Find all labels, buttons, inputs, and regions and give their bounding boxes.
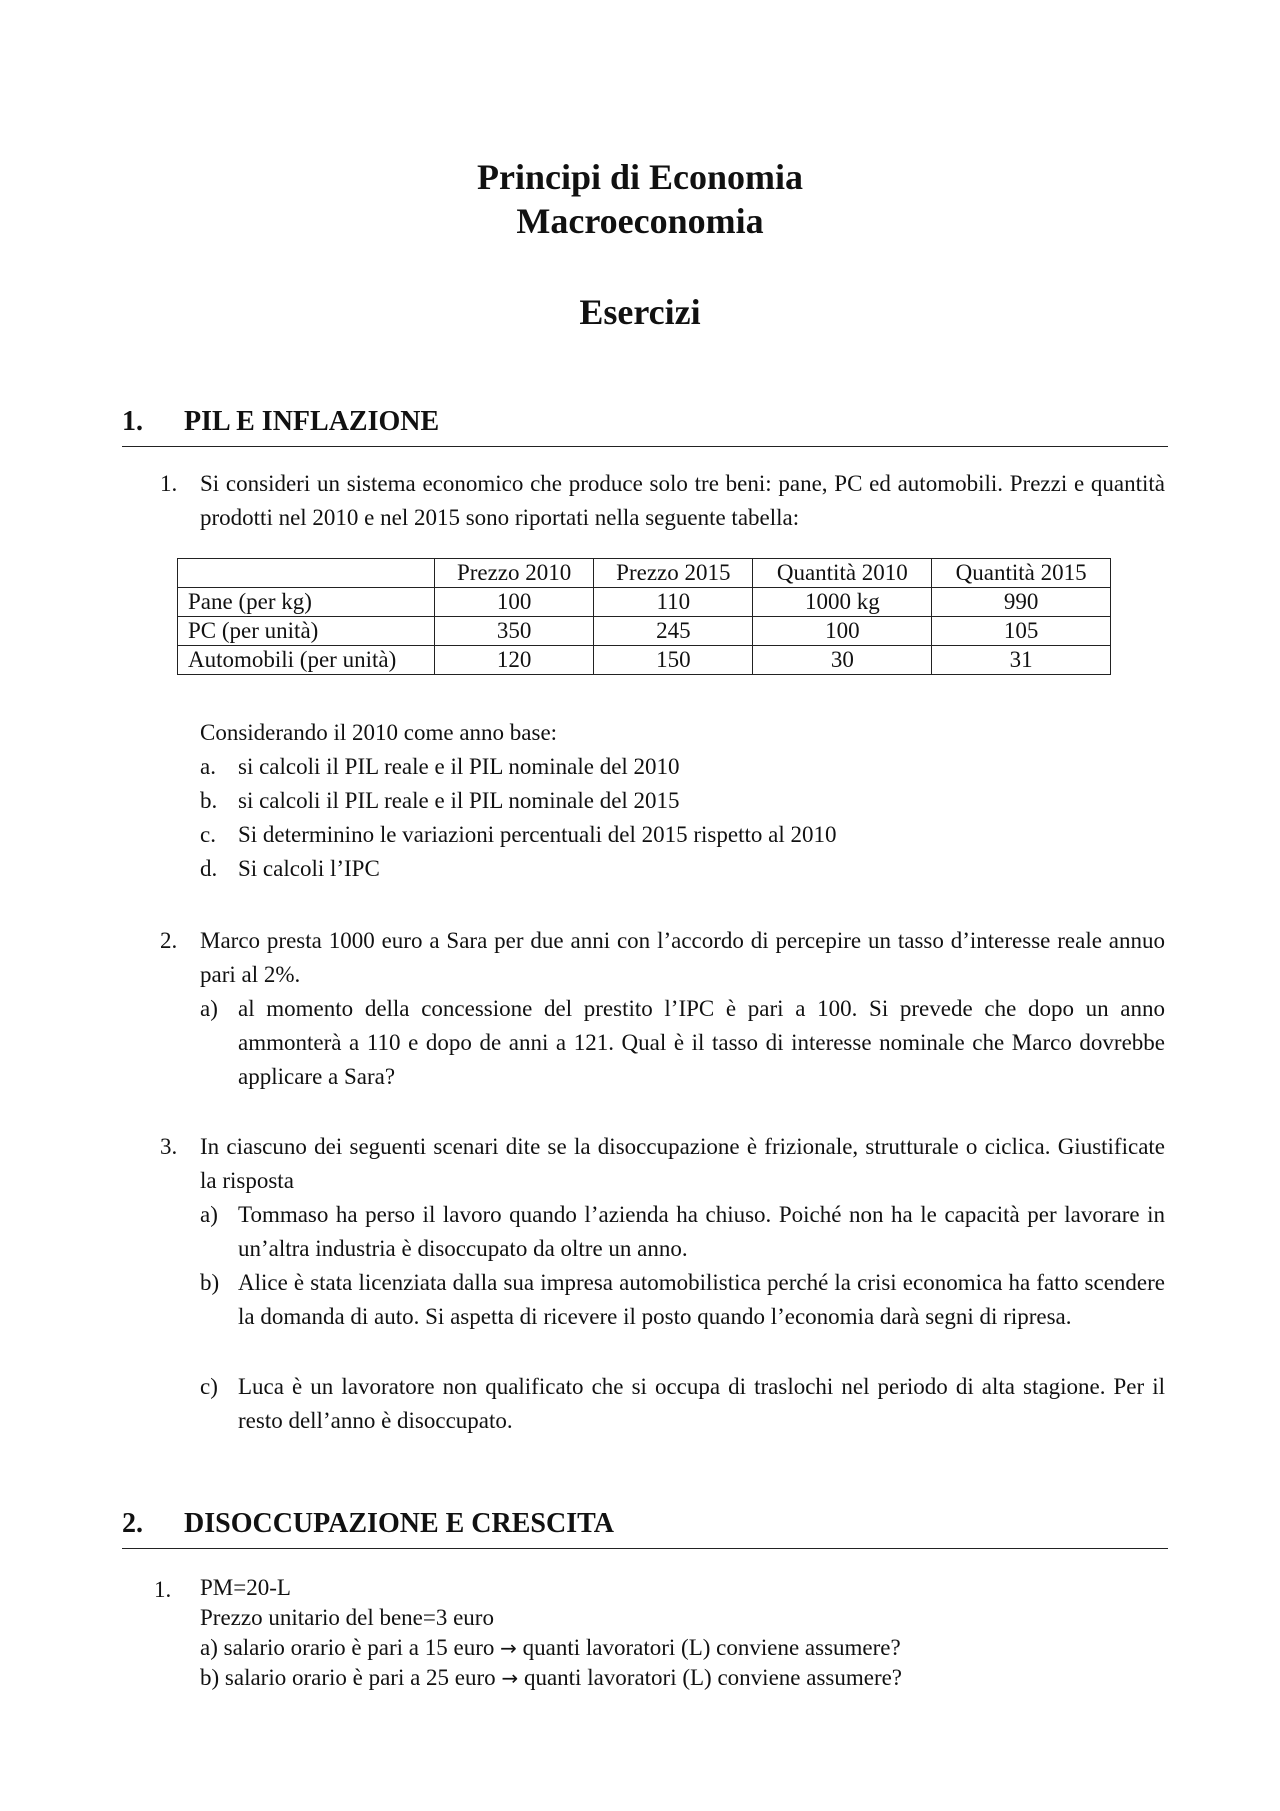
table-cell: Pane (per kg) bbox=[178, 588, 435, 617]
list-item-label: a) bbox=[200, 1202, 218, 1227]
list-item: si calcoli il PIL reale e il PIL nominale del 2010 bbox=[238, 754, 680, 779]
section-2-heading bbox=[122, 1508, 1168, 1549]
exercise-intro: Considerando il 2010 come anno base: bbox=[200, 720, 558, 745]
section-title: PIL E INFLAZIONE bbox=[184, 406, 440, 437]
table-cell: 245 bbox=[594, 617, 753, 646]
section-number: 2. bbox=[122, 1508, 143, 1539]
table-cell: 100 bbox=[435, 588, 594, 617]
exercise-number: 1. bbox=[160, 471, 178, 496]
list-item: Si calcoli l’IPC bbox=[238, 856, 380, 881]
list-item-label: c. bbox=[200, 822, 216, 847]
question-text: quanti lavoratori (L) conviene assumere? bbox=[522, 1635, 901, 1660]
section-number: 1. bbox=[122, 406, 143, 437]
list-item: si calcoli il PIL reale e il PIL nominale del 2015 bbox=[238, 788, 680, 813]
list-item: Si determinino le variazioni percentuali del 2015 rispetto al 2010 bbox=[238, 822, 837, 847]
section-title: DISOCCUPAZIONE E CRESCITA bbox=[184, 1508, 614, 1539]
list-item-label: c) bbox=[200, 1374, 218, 1399]
list-item: Alice è stata licenziata dalla sua impresa automobilistica perché la crisi economica ha fatto scendere la domanda di auto. Si aspetta di ricevere il posto quando l’economia darà segni di ripresa. bbox=[238, 1270, 1165, 1329]
table-row bbox=[178, 588, 1111, 617]
table-cell: Automobili (per unità) bbox=[178, 646, 435, 675]
table-header-cell: Quantità 2015 bbox=[932, 559, 1111, 588]
table-cell: PC (per unità) bbox=[178, 617, 435, 646]
document-title: Principi di Economia bbox=[476, 157, 804, 197]
list-item-label: a) bbox=[200, 996, 218, 1021]
document-subtitle: Macroeconomia bbox=[516, 201, 764, 241]
section-1-heading bbox=[122, 406, 1168, 447]
table-cell: 1000 kg bbox=[753, 588, 932, 617]
exercise-number: 1. bbox=[154, 1577, 172, 1602]
question-line-a bbox=[200, 1633, 901, 1663]
table-cell: 110 bbox=[594, 588, 753, 617]
arrow-icon: → bbox=[500, 1636, 517, 1660]
table-cell: 120 bbox=[435, 646, 594, 675]
exercise-line: PM=20-L bbox=[200, 1575, 291, 1600]
list-item: al momento della concessione del prestito l’IPC è pari a 100. Si prevede che dopo un anno ammonterà a 110 e dopo de anni a 121. Qual è il tasso di interesse nominale che Marco dovrebbe applicare a Sara? bbox=[238, 996, 1165, 1089]
question-line-b bbox=[200, 1663, 902, 1693]
table-cell: 100 bbox=[753, 617, 932, 646]
exercise-number: 3. bbox=[160, 1134, 178, 1159]
table-cell: 990 bbox=[932, 588, 1111, 617]
table-row bbox=[178, 646, 1111, 675]
list-item: Tommaso ha perso il lavoro quando l’azienda ha chiuso. Poiché non ha le capacità per lavorare in un’altra industria è disoccupato da oltre un anno. bbox=[238, 1202, 1165, 1261]
table-header-row bbox=[178, 559, 1111, 588]
price-quantity-table bbox=[177, 558, 1111, 675]
list-item-label: a. bbox=[200, 754, 216, 779]
exercise-line: Prezzo unitario del bene=3 euro bbox=[200, 1605, 494, 1630]
table-row bbox=[178, 617, 1111, 646]
table-header-cell: Prezzo 2015 bbox=[594, 559, 753, 588]
exercise-number: 2. bbox=[160, 928, 178, 953]
table-header-cell bbox=[178, 559, 435, 588]
list-item-label: d. bbox=[200, 856, 218, 881]
arrow-icon: → bbox=[501, 1666, 519, 1690]
question-text: a) salario orario è pari a 15 euro bbox=[200, 1635, 495, 1660]
exercise-text: In ciascuno dei seguenti scenari dite se la disoccupazione è frizionale, strutturale o ciclica. Giustificate la risposta bbox=[200, 1134, 1165, 1193]
exercise-text: Marco presta 1000 euro a Sara per due anni con l’accordo di percepire un tasso d’interesse reale annuo pari al 2%. bbox=[200, 928, 1165, 987]
table-header-cell: Prezzo 2010 bbox=[435, 559, 594, 588]
table-cell: 350 bbox=[435, 617, 594, 646]
table-cell: 150 bbox=[594, 646, 753, 675]
list-item: Luca è un lavoratore non qualificato che si occupa di traslochi nel periodo di alta stagione. Per il resto dell’anno è disoccupato. bbox=[238, 1374, 1165, 1433]
question-text: quanti lavoratori (L) conviene assumere? bbox=[523, 1665, 903, 1690]
table-header-cell: Quantità 2010 bbox=[753, 559, 932, 588]
list-item-label: b. bbox=[200, 788, 218, 813]
list-item-label: b) bbox=[200, 1270, 220, 1295]
table-cell: 31 bbox=[932, 646, 1111, 675]
table-cell: 30 bbox=[753, 646, 932, 675]
question-text: b) salario orario è pari a 25 euro bbox=[200, 1665, 496, 1690]
exercise-text: Si consideri un sistema economico che produce solo tre beni: pane, PC ed automobili. Prezzi e quantità prodotti nel 2010 e nel 2015 sono riportati nella seguente tabella: bbox=[200, 471, 1165, 530]
table-cell: 105 bbox=[932, 617, 1111, 646]
document-heading-esercizi: Esercizi bbox=[579, 292, 701, 332]
